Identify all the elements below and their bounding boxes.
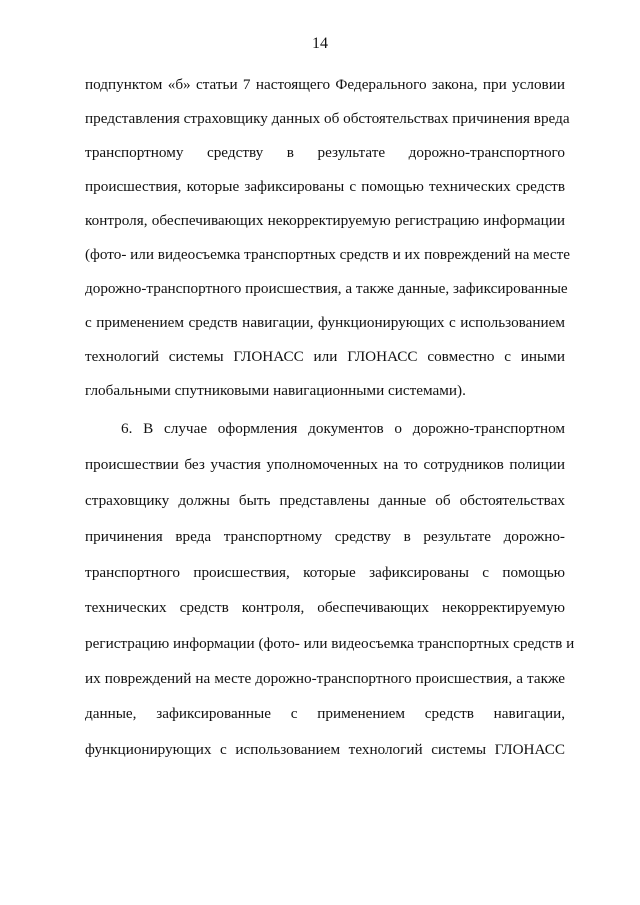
text-line: данные, зафиксированные с применением средств навигации, [85,705,565,722]
text-line: технических средств контроля, обеспечивающих некорректируемую [85,599,565,616]
text-line: дорожно-транспортного происшествия, а также данные, зафиксированные [85,280,568,297]
text-line: регистрацию информации (фото- или видеосъемка транспортных средств и [85,635,575,652]
text-line: глобальными спутниковыми навигационными системами). [85,382,466,399]
text-line: (фото- или видеосъемка транспортных средств и их повреждений на месте [85,246,570,263]
text-line: контроля, обеспечивающих некорректируемую регистрацию информации [85,212,565,229]
text-line: подпунктом «б» статьи 7 настоящего Федерального закона, при условии [85,76,565,93]
text-line: функционирующих с использованием технологий системы ГЛОНАСС [85,741,565,758]
text-line: технологий системы ГЛОНАСС или ГЛОНАСС совместно с иными [85,348,565,365]
text-line: происшествии без участия уполномоченных на то сотрудников полиции [85,456,565,473]
text-line: транспортного происшествия, которые зафиксированы с помощью [85,564,565,581]
text-line: происшествия, которые зафиксированы с помощью технических средств [85,178,565,195]
text-line: представления страховщику данных об обстоятельствах причинения вреда [85,110,570,127]
text-line: 6. В случае оформления документов о дорожно-транспортном [121,420,565,437]
text-line: с применением средств навигации, функционирующих с использованием [85,314,565,331]
text-line: их повреждений на месте дорожно-транспортного происшествия, а также [85,670,565,687]
text-line: транспортному средству в результате дорожно-транспортного [85,144,565,161]
page-number: 14 [312,35,328,52]
text-line: страховщику должны быть представлены данные об обстоятельствах [85,492,565,509]
text-line: причинения вреда транспортному средству в результате дорожно- [85,528,565,545]
